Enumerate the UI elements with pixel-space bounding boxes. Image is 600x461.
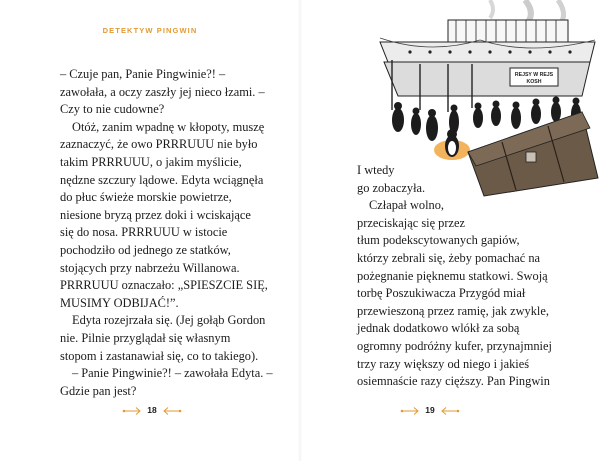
text-line: ogromny podróżny kufer, przynajmniej: [357, 338, 552, 353]
text-line: Człapał wolno,: [369, 198, 445, 213]
page-number: 19: [425, 405, 435, 415]
text-line: pożegnanie pięknemu statkowi. Swoją: [357, 268, 548, 283]
text-line: przeciskając się przez: [357, 215, 466, 230]
text-line: stojących przy nabrzeżu Willanowa.: [60, 260, 240, 275]
text-line: tłum podekscytowanych gapiów,: [357, 233, 520, 248]
text-line: którzy zebrali się, żeby pomachać na: [357, 250, 541, 265]
text-line: przewieszoną przez ramię, jak zwykle,: [357, 303, 549, 318]
left-page-text: [60, 66, 290, 400]
text-line: niesione bryzą przez doki i wciskające: [60, 207, 251, 222]
text-line: Otóż, zanim wpadnę w kłopoty, muszę: [72, 119, 265, 134]
text-line: się do nosa. PRRRUUU w istocie: [60, 225, 228, 240]
text-line: takim PRRRUUU, o jakim myślicie,: [60, 154, 242, 169]
text-line: Edyta rozejrzała się. (Jej gołąb Gordon: [72, 313, 266, 328]
page-number-ornament: [122, 402, 182, 420]
text-line: – Czuje pan, Panie Pingwinie?! –: [60, 67, 226, 81]
text-line: PRRRUUU oznaczało: „SPIESZCIE SIĘ,: [60, 278, 268, 293]
text-line: MUSIMY ODBIJAĆ!”.: [60, 295, 179, 310]
text-line: go zobaczyła.: [357, 180, 426, 195]
text-line: trzy razy większy od niego i jakieś: [357, 356, 530, 371]
text-line: zawołała, a oczy zaszły jej nieco łzami. –: [60, 84, 265, 99]
text-line: Gdzie pan jest?: [60, 383, 137, 398]
sign-text: REJSY W REJS: [514, 72, 554, 78]
text-line: jednak dodatkowo wlókł za sobą: [357, 321, 520, 336]
text-line: do płuc świeże morskie powietrze,: [60, 190, 232, 205]
text-line: nie. Pilnie przyglądał się własnym: [60, 330, 231, 345]
text-line: pochodziło od jednego ze statków,: [60, 242, 231, 257]
text-line: zaznaczyć, że owo PRRRUUU nie było: [60, 137, 258, 152]
right-page-text: [357, 162, 557, 391]
page-number: 18: [147, 405, 157, 415]
text-line: – Panie Pingwinie?! – zawołała Edyta. –: [72, 366, 273, 381]
text-line: osiemnaście razy cięższy. Pan Pingwin: [357, 374, 550, 389]
text-line: stopom i zastanawiał się, co to takiego).: [60, 348, 259, 363]
text-line: nędzne szczury lądowe. Edyta wciągnęła: [60, 172, 264, 187]
text-line: torbę Poszukiwacza Przygód miał: [357, 286, 526, 301]
text-line: I wtedy: [357, 163, 395, 177]
text-line: Czy to nie cudowne?: [60, 102, 165, 117]
sign-text: KOSH: [526, 79, 542, 85]
running-head: DETEKTYW PINGWIN: [102, 26, 198, 35]
page-number-ornament: [400, 402, 460, 420]
